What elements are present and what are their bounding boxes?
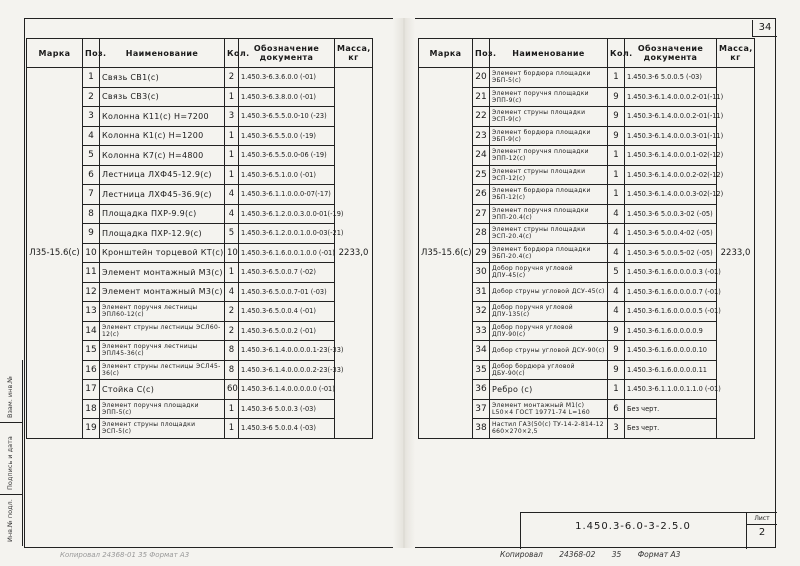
name-cell: Лестница ЛХФ45-12.9(с): [100, 165, 225, 185]
name-cell: Добор струны угловой ДСУ-90(с): [490, 341, 608, 361]
quantity-cell: 60: [225, 380, 239, 400]
document-cell: 1.450.3-6.1.6.0.0.0.0.10: [625, 341, 717, 361]
quantity-cell: 1: [225, 165, 239, 185]
document-cell: 1.450.3-6.1.2.0.0.3.0.0-01(-19): [239, 204, 335, 224]
quantity-cell: 4: [608, 302, 625, 322]
name-cell: Элемент поручня площадки ЭПП-12(с): [490, 146, 608, 166]
quantity-cell: 1: [225, 263, 239, 283]
document-cell: 1.450.3-6.1.6.0.0.1.0.0 (-01): [239, 243, 335, 263]
sheet-label: Лист: [747, 515, 777, 525]
position-cell: 31: [473, 282, 490, 302]
position-cell: 9: [83, 224, 100, 244]
name-cell: Элемент поручня лестницы ЭПЛ60-12(с): [100, 302, 225, 322]
table-row: [419, 68, 755, 88]
quantity-cell: 9: [608, 360, 625, 380]
position-cell: 18: [83, 399, 100, 419]
position-cell: 2: [83, 87, 100, 107]
quantity-cell: 6: [608, 399, 625, 419]
position-cell: 20: [473, 68, 490, 88]
quantity-cell: 9: [608, 126, 625, 146]
position-cell: 17: [83, 380, 100, 400]
position-cell: 3: [83, 107, 100, 127]
col-header-name: Наименование: [490, 39, 608, 68]
name-cell: Добор поручня угловой ДПУ-90(с): [490, 321, 608, 341]
document-cell: 1.450.3-6.1.4.0.0.0.1-02(-12): [625, 146, 717, 166]
document-cell: Без черт.: [625, 399, 717, 419]
document-cell: 1.450.3-6.1.6.0.0.0.0.3 (-01): [625, 263, 717, 283]
col-header-mass: Масса, кг: [717, 39, 755, 68]
position-cell: 28: [473, 224, 490, 244]
name-cell: Колонна К1(с) Н=1200: [100, 126, 225, 146]
table-row: [27, 68, 373, 88]
quantity-cell: 8: [225, 341, 239, 361]
quantity-cell: 4: [225, 204, 239, 224]
quantity-cell: 5: [225, 224, 239, 244]
name-cell: Элемент бордюра площадки ЭБП-20.4(с): [490, 243, 608, 263]
document-cell: 1.450.3-6.1.1.0.0.0-07(-17): [239, 185, 335, 205]
document-cell: 1.450.3-6.5.0.0.2 (-01): [239, 321, 335, 341]
quantity-cell: 1: [608, 185, 625, 205]
name-cell: Колонна К11(с) Н=7200: [100, 107, 225, 127]
name-cell: Ребро (с): [490, 380, 608, 400]
name-cell: Элемент бордюра площадки ЭБП-5(с): [490, 68, 608, 88]
position-cell: 23: [473, 126, 490, 146]
document-cell: 1.450.3-6.1.4.0.0.0.2-01(-11): [625, 107, 717, 127]
bleed-through-text: Копировал 24368-01 35 Формат А3: [60, 551, 190, 559]
table-header-row: [27, 39, 373, 68]
document-cell: 1.450.3-6.1.4.0.0.0.0.0 (-01): [239, 380, 335, 400]
name-cell: Связь СВ3(с): [100, 87, 225, 107]
name-cell: Элемент монтажный М3(с): [100, 263, 225, 283]
position-cell: 22: [473, 107, 490, 127]
position-cell: 30: [473, 263, 490, 283]
name-cell: Элемент поручня площадки ЭПП-20.4(с): [490, 204, 608, 224]
footer-copied: Копировал: [500, 550, 543, 559]
sheet-cell: [746, 513, 777, 549]
col-header-mass: Масса, кг: [335, 39, 373, 68]
stamp-cell-sign: [0, 422, 22, 495]
position-cell: 15: [83, 341, 100, 361]
quantity-cell: 1: [608, 68, 625, 88]
position-cell: 4: [83, 126, 100, 146]
position-cell: 19: [83, 419, 100, 439]
document-cell: 1.450.3-6.5.0.0.7 (-02): [239, 263, 335, 283]
quantity-cell: 1: [225, 399, 239, 419]
name-cell: Элемент струны лестницы ЭСЛ45-36(с): [100, 360, 225, 380]
document-cell: 1.450.3-6.1.6.0.0.0.0.7 (-01): [625, 282, 717, 302]
quantity-cell: 1: [608, 165, 625, 185]
quantity-cell: 4: [608, 243, 625, 263]
document-cell: 1.450.3-6 5.0.0.3 (-03): [239, 399, 335, 419]
col-header-doc: Обозначение документа: [625, 39, 717, 68]
quantity-cell: 1: [608, 146, 625, 166]
col-header-kol: Кол.: [608, 39, 625, 68]
name-cell: Элемент поручня лестницы ЭПЛ45-36(с): [100, 341, 225, 361]
name-cell: Элемент струны площадки ЭСП-5(с): [100, 419, 225, 439]
quantity-cell: 8: [225, 360, 239, 380]
position-cell: 5: [83, 146, 100, 166]
name-cell: Стойка С(с): [100, 380, 225, 400]
stamp-inv-podl: Инв.№ подл.: [6, 499, 14, 542]
quantity-cell: 4: [608, 282, 625, 302]
footer-order: 24368-02: [559, 550, 596, 559]
document-cell: 1.450.3-6.5.0.0.7-01 (-03): [239, 282, 335, 302]
quantity-cell: 1: [225, 146, 239, 166]
name-cell: Настил ГА3(50(с) ТУ-14-2-814-12 660×270×2,5: [490, 419, 608, 439]
position-cell: 21: [473, 87, 490, 107]
document-cell: 1.450.3-6.5.5.0.0-10 (-23): [239, 107, 335, 127]
name-cell: Добор струны угловой ДСУ-45(с): [490, 282, 608, 302]
name-cell: Элемент поручня площадки ЭПП-9(с): [490, 87, 608, 107]
document-cell: 1.450.3-6.1.4.0.0.0.3-01(-11): [625, 126, 717, 146]
quantity-cell: 9: [608, 341, 625, 361]
document-code: 1.450.3-6.0-3-2.5.0: [575, 521, 691, 532]
position-cell: 29: [473, 243, 490, 263]
name-cell: Элемент монтажный М3(с): [100, 282, 225, 302]
position-cell: 35: [473, 360, 490, 380]
position-cell: 33: [473, 321, 490, 341]
position-cell: 36: [473, 380, 490, 400]
document-cell: 1.450.3-6.1.6.0.0.0.0.5 (-01): [625, 302, 717, 322]
position-cell: 11: [83, 263, 100, 283]
position-cell: 13: [83, 302, 100, 322]
stamp-vzam-inv: Взам. инв.№: [6, 375, 14, 418]
quantity-cell: 4: [225, 185, 239, 205]
document-cell: 1.450.3-6.5.5.0.0 (-19): [239, 126, 335, 146]
name-cell: Элемент струны площадки ЭСП-12(с): [490, 165, 608, 185]
position-cell: 14: [83, 321, 100, 341]
quantity-cell: 4: [608, 204, 625, 224]
page-number: 34: [752, 20, 777, 37]
stamp-sign-date: Подпись и дата: [6, 436, 14, 490]
stamp-cell-inv: [0, 494, 22, 546]
position-cell: 37: [473, 399, 490, 419]
document-cell: 1.450.3-6.1.4.0.0.0.0.1-23(-33): [239, 341, 335, 361]
side-stamp: [0, 360, 23, 546]
document-cell: 1.450.3-6.5.1.0.0 (-01): [239, 165, 335, 185]
col-header-poz: Поз.: [473, 39, 490, 68]
document-cell: 1.450.3-6 5.0.0.3-02 (-05): [625, 204, 717, 224]
name-cell: Колонна К7(с) Н=4800: [100, 146, 225, 166]
position-cell: 26: [473, 185, 490, 205]
document-cell: 1.450.3-6.1.4.0.0.0.2-01(-11): [625, 87, 717, 107]
footer-format: Формат А3: [637, 550, 681, 559]
document-cell: 1.450.3-6 5.0.0.5-02 (-05): [625, 243, 717, 263]
document-cell: 1.450.3-6.1.6.0.0.0.0.11: [625, 360, 717, 380]
document-cell: 1.450.3-6.1.2.0.0.1.0.0-03(-21): [239, 224, 335, 244]
quantity-cell: 3: [608, 419, 625, 439]
spec-table-right: [418, 38, 755, 439]
document-cell: 1.450.3-6.3.8.0.0 (-01): [239, 87, 335, 107]
quantity-cell: 2: [225, 321, 239, 341]
spec-table-left: [26, 38, 373, 439]
position-cell: 1: [83, 68, 100, 88]
name-cell: Кронштейн торцевой КТ(с): [100, 243, 225, 263]
name-cell: Добор поручня угловой ДПУ-135(с): [490, 302, 608, 322]
document-cell: 1.450.3-6.1.4.0.0.0.3-02(-12): [625, 185, 717, 205]
quantity-cell: 3: [225, 107, 239, 127]
title-block: [520, 512, 777, 549]
position-cell: 27: [473, 204, 490, 224]
document-cell: 1.450.3-6 5.0.0.5 (-03): [625, 68, 717, 88]
position-cell: 32: [473, 302, 490, 322]
stamp-cell-vzam: [0, 360, 22, 423]
position-cell: 16: [83, 360, 100, 380]
name-cell: Добор бордюра угловой ДБУ-90(с): [490, 360, 608, 380]
name-cell: Площадка ПХР-9.9(с): [100, 204, 225, 224]
sheet-number: 2: [758, 527, 766, 538]
col-header-name: Наименование: [100, 39, 225, 68]
name-cell: Добор поручня угловой ДПУ-45(с): [490, 263, 608, 283]
document-cell: 1.450.3-6 5.0.0.4 (-03): [239, 419, 335, 439]
position-cell: 38: [473, 419, 490, 439]
name-cell: Элемент струны площадки ЭСП-9(с): [490, 107, 608, 127]
marka-cell: Л35-15.6(с): [27, 68, 83, 439]
name-cell: Элемент струны лестницы ЭСЛ60-12(с): [100, 321, 225, 341]
document-cell: Без черт.: [625, 419, 717, 439]
name-cell: Связь СВ1(с): [100, 68, 225, 88]
quantity-cell: 2: [225, 302, 239, 322]
position-cell: 7: [83, 185, 100, 205]
quantity-cell: 1: [225, 126, 239, 146]
quantity-cell: 1: [225, 87, 239, 107]
position-cell: 10: [83, 243, 100, 263]
quantity-cell: 1: [608, 380, 625, 400]
document-cell: 1.450.3-6.1.1.0.0.1.1.0 (-01): [625, 380, 717, 400]
quantity-cell: 1: [225, 419, 239, 439]
name-cell: Элемент бордюра площадки ЭБП-12(с): [490, 185, 608, 205]
page-fold: [393, 18, 415, 548]
name-cell: Элемент поручня площадки ЭПП-5(с): [100, 399, 225, 419]
col-header-kol: Кол.: [225, 39, 239, 68]
quantity-cell: 4: [225, 282, 239, 302]
name-cell: Площадка ПХР-12.9(с): [100, 224, 225, 244]
mass-cell: 2233,0: [335, 68, 373, 439]
col-header-poz: Поз.: [83, 39, 100, 68]
name-cell: Элемент монтажный М1(с) L50×4 ГОСТ 19771-74 L=160: [490, 399, 608, 419]
quantity-cell: 10: [225, 243, 239, 263]
position-cell: 12: [83, 282, 100, 302]
marka-cell: Л35-15.6(с): [419, 68, 473, 439]
mass-cell: 2233,0: [717, 68, 755, 439]
position-cell: 34: [473, 341, 490, 361]
table-header-row: [419, 39, 755, 68]
quantity-cell: 5: [608, 263, 625, 283]
position-cell: 8: [83, 204, 100, 224]
quantity-cell: 9: [608, 107, 625, 127]
document-cell: 1.450.3-6.5.5.0.0-06 (-19): [239, 146, 335, 166]
quantity-cell: 4: [608, 224, 625, 244]
position-cell: 24: [473, 146, 490, 166]
document-cell: 1.450.3-6.1.6.0.0.0.0.9: [625, 321, 717, 341]
position-cell: 6: [83, 165, 100, 185]
document-cell: 1.450.3-6.3.6.0.0 (-01): [239, 68, 335, 88]
footer-sheet-count: 35: [611, 550, 622, 559]
col-header-doc: Обозначение документа: [239, 39, 335, 68]
name-cell: Элемент бордюра площадки ЭБП-9(с): [490, 126, 608, 146]
name-cell: Лестница ЛХФ45-36.9(с): [100, 185, 225, 205]
quantity-cell: 9: [608, 321, 625, 341]
document-cell: 1.450.3-6.5.0.0.4 (-01): [239, 302, 335, 322]
name-cell: Элемент струны площадки ЭСП-20.4(с): [490, 224, 608, 244]
position-cell: 25: [473, 165, 490, 185]
quantity-cell: 9: [608, 87, 625, 107]
document-cell: 1.450.3-6.1.4.0.0.0.2-02(-12): [625, 165, 717, 185]
col-header-marka: Марка: [419, 39, 473, 68]
col-header-marka: Марка: [27, 39, 83, 68]
document-cell: 1.450.3-6.1.4.0.0.0.0.2-23(-33): [239, 360, 335, 380]
quantity-cell: 2: [225, 68, 239, 88]
footer-stamp: [500, 550, 694, 559]
document-cell: 1.450.3-6 5.0.0.4-02 (-05): [625, 224, 717, 244]
